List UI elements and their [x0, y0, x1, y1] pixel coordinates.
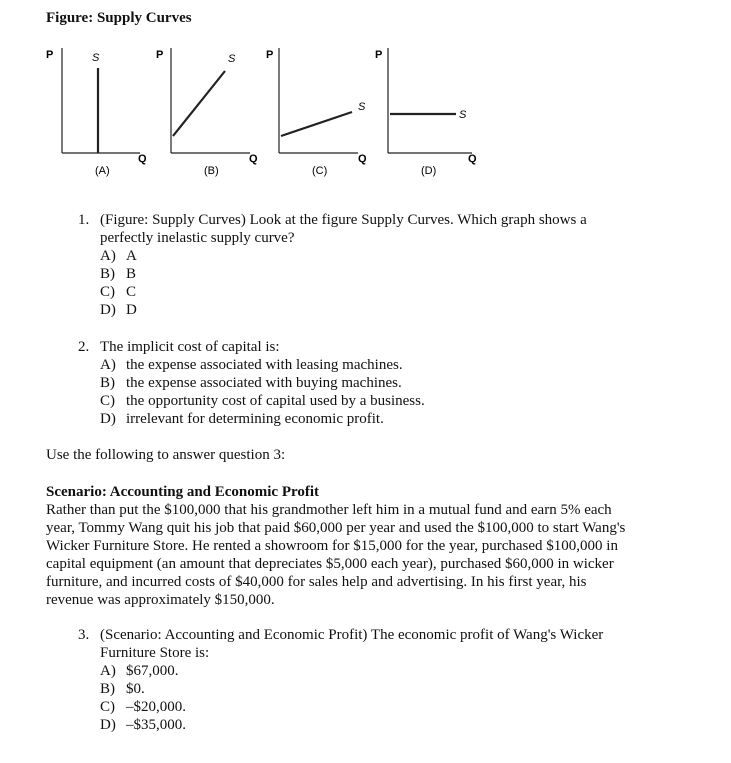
question-3-stem	[78, 626, 603, 644]
graph-d	[375, 48, 477, 177]
option-letter: C)	[100, 284, 115, 300]
option-letter: A)	[100, 357, 116, 373]
graph-d-q-label: Q	[468, 153, 477, 165]
graph-b	[156, 48, 258, 177]
scenario-block	[46, 483, 625, 609]
graph-a-caption: (A)	[95, 165, 110, 177]
graph-c-s-label: S	[358, 101, 366, 113]
option-text: irrelevant for determining economic profit.	[126, 411, 384, 427]
option-letter: B)	[100, 375, 115, 391]
option-text: $67,000.	[126, 663, 179, 679]
use-following-instruction: Use the following to answer question 3:	[46, 447, 286, 463]
question-1-stem	[78, 211, 587, 229]
graph-b-supply-curve	[173, 71, 225, 136]
scenario-line-1: Rather than put the $100,000 that his grandmother left him in a mutual fund and earn 5% each	[46, 502, 612, 518]
question-2	[78, 338, 425, 428]
question-1-option-d[interactable]	[100, 301, 587, 319]
question-2-number: 2.	[78, 339, 90, 355]
scenario-line-5: furniture, and incurred costs of $40,000 for sales help and advertising. In his first year, his	[46, 574, 587, 590]
question-3	[78, 626, 603, 734]
option-text: $0.	[126, 681, 145, 697]
option-letter: A)	[100, 248, 116, 264]
graph-c-q-label: Q	[358, 153, 367, 165]
graph-b-q-label: Q	[249, 153, 258, 165]
option-letter: D)	[100, 302, 116, 318]
scenario-title: Scenario: Accounting and Economic Profit	[46, 484, 320, 500]
option-letter: D)	[100, 717, 116, 733]
graph-c-p-label: P	[266, 49, 274, 61]
figure-title: Figure: Supply Curves	[46, 10, 192, 26]
question-3-option-b[interactable]	[100, 680, 603, 698]
question-1-text-line2: perfectly inelastic supply curve?	[100, 230, 295, 246]
graph-b-caption: (B)	[204, 165, 219, 177]
supply-curves-svg	[40, 38, 500, 188]
option-letter: C)	[100, 393, 115, 409]
question-1-number: 1.	[78, 212, 90, 228]
supply-curves-figure	[40, 38, 500, 188]
graph-d-s-label: S	[459, 109, 467, 121]
question-3-option-d[interactable]	[100, 716, 603, 734]
question-2-option-a[interactable]	[100, 356, 425, 374]
scenario-line-6: revenue was approximately $150,000.	[46, 592, 275, 608]
option-text: –$35,000.	[126, 717, 186, 733]
question-3-option-c[interactable]	[100, 698, 603, 716]
question-2-option-c[interactable]	[100, 392, 425, 410]
graph-d-caption: (D)	[421, 165, 437, 177]
scenario-line-2: year, Tommy Wang quit his job that paid $60,000 per year and used the $100,000 to start Wang's	[46, 520, 626, 536]
graph-b-p-label: P	[156, 49, 164, 61]
option-text: the opportunity cost of capital used by a business.	[126, 393, 425, 409]
option-text: A	[126, 248, 137, 264]
question-2-option-b[interactable]	[100, 374, 425, 392]
option-text: the expense associated with leasing machines.	[126, 357, 403, 373]
option-letter: C)	[100, 699, 115, 715]
question-1	[78, 211, 587, 319]
option-text: B	[126, 266, 137, 282]
question-1-text-line1: (Figure: Supply Curves) Look at the figure Supply Curves. Which graph shows a	[100, 212, 587, 228]
question-3-options	[78, 662, 603, 734]
question-3-number: 3.	[78, 627, 90, 643]
question-1-options	[78, 247, 587, 319]
question-3-text-line1: (Scenario: Accounting and Economic Profit) The economic profit of Wang's Wicker	[100, 627, 604, 643]
question-2-text: The implicit cost of capital is:	[100, 339, 280, 355]
question-1-option-b[interactable]	[100, 265, 587, 283]
option-letter: A)	[100, 663, 116, 679]
graph-a-s-label: S	[92, 52, 100, 64]
option-text: D	[126, 302, 137, 318]
graph-a-q-label: Q	[138, 153, 147, 165]
option-text: –$20,000.	[126, 699, 186, 715]
option-text: C	[126, 284, 137, 300]
scenario-line-4: capital equipment (an amount that depreciates $5,000 each year), purchased $60,000 in wicker	[46, 556, 614, 572]
graph-b-s-label: S	[228, 53, 236, 65]
graph-c	[266, 48, 367, 177]
graph-a-p-label: P	[46, 49, 54, 61]
graph-d-p-label: P	[375, 49, 383, 61]
option-letter: D)	[100, 411, 116, 427]
question-2-option-d[interactable]	[100, 410, 425, 428]
option-letter: B)	[100, 681, 115, 697]
question-1-option-c[interactable]	[100, 283, 587, 301]
scenario-line-3: Wicker Furniture Store. He rented a showroom for $15,000 for the year, purchased $100,000 in	[46, 538, 618, 554]
graph-a	[46, 48, 147, 177]
question-1-option-a[interactable]	[100, 247, 587, 265]
question-3-text-line2: Furniture Store is:	[100, 645, 210, 661]
question-3-option-a[interactable]	[100, 662, 603, 680]
question-2-stem	[78, 338, 425, 356]
option-letter: B)	[100, 266, 115, 282]
question-2-options	[78, 356, 425, 428]
graph-c-supply-curve	[281, 112, 352, 136]
option-text: the expense associated with buying machines.	[126, 375, 402, 391]
graph-c-caption: (C)	[312, 165, 328, 177]
